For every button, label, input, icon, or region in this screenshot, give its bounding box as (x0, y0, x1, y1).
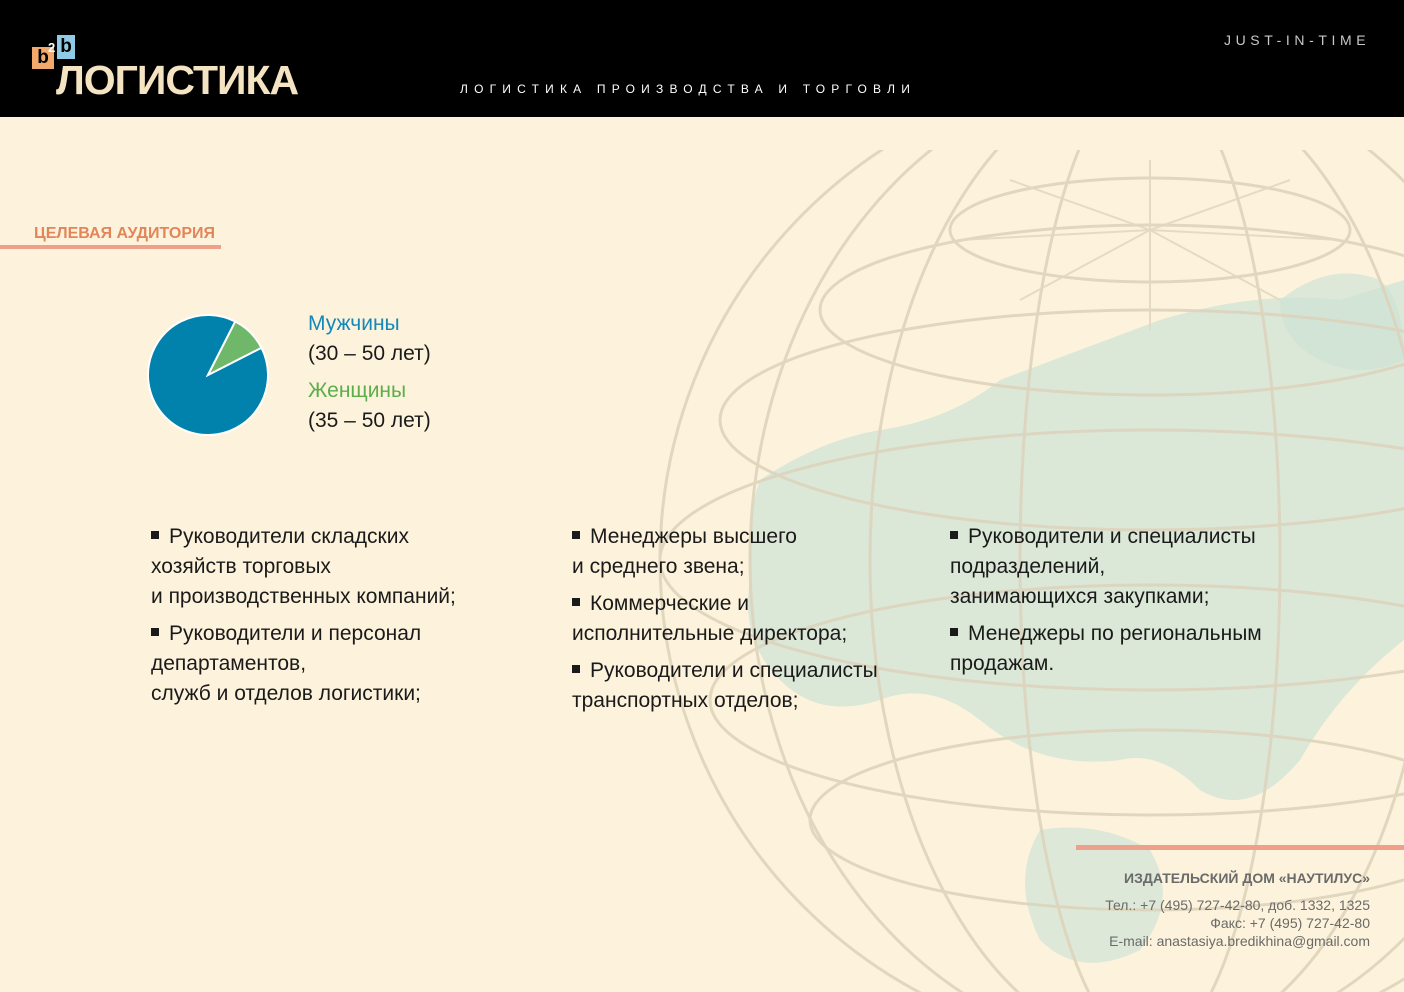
publisher-name: ИЗДАТЕЛЬСКИЙ ДОМ «НАУТИЛУС» (1124, 870, 1370, 886)
bullet-square-icon (950, 628, 958, 636)
bullet-square-icon (151, 531, 159, 539)
bullet-square-icon (572, 665, 580, 673)
list-item (572, 589, 932, 649)
list-item-text: Менеджеры высшего и среднего звена; (572, 525, 797, 578)
contact-fax: Факс: +7 (495) 727-42-80 (1210, 915, 1370, 931)
logo-superscript: 2 (48, 40, 56, 55)
audience-column-2 (572, 522, 932, 723)
list-item (950, 619, 1370, 679)
header-tagline: ЛОГИСТИКА ПРОИЗВОДСТВА И ТОРГОВЛИ (460, 82, 917, 96)
section-title: ЦЕЛЕВАЯ АУДИТОРИЯ (34, 225, 215, 242)
audience-pie-chart (146, 313, 270, 437)
bullet-square-icon (572, 598, 580, 606)
list-item-text: Руководители складских хозяйств торговых и производственных компаний; (151, 525, 456, 608)
audience-column-1 (151, 522, 551, 716)
list-item (572, 656, 932, 716)
logo-title: ЛОГИСТИКА (56, 57, 299, 103)
list-item (151, 522, 551, 612)
list-item-text: Коммерческие и исполнительные директора; (572, 592, 848, 645)
list-item-text: Руководители и специалисты транспортных отделов; (572, 659, 878, 712)
list-item (151, 619, 551, 709)
list-item (950, 522, 1370, 612)
logo-b-right: b (57, 35, 75, 59)
list-item-text: Менеджеры по региональным продажам. (950, 622, 1262, 675)
header-bar (0, 0, 1404, 117)
bullet-square-icon (950, 531, 958, 539)
list-item (572, 522, 932, 582)
footer-divider (1076, 845, 1404, 850)
section-underline (0, 245, 221, 249)
contact-phone: Тел.: +7 (495) 727-42-80, доб. 1332, 1325 (1105, 897, 1370, 913)
list-item-text: Руководители и персонал департаментов, служб и отделов логистики; (151, 622, 422, 705)
legend-women-age: (35 – 50 лет) (308, 409, 431, 432)
audience-column-3 (950, 522, 1370, 686)
legend-men-age: (30 – 50 лет) (308, 342, 431, 365)
header-slogan: JUST-IN-TIME (1224, 32, 1371, 48)
contact-email: E-mail: anastasiya.bredikhina@gmail.com (1109, 933, 1370, 949)
legend-women-label: Женщины (308, 379, 407, 402)
bullet-square-icon (151, 628, 159, 636)
list-item-text: Руководители и специалисты подразделений, занимающихся закупками; (950, 525, 1256, 608)
logo-b-left: b (32, 47, 54, 69)
bullet-square-icon (572, 531, 580, 539)
legend-men-label: Мужчины (308, 312, 400, 335)
